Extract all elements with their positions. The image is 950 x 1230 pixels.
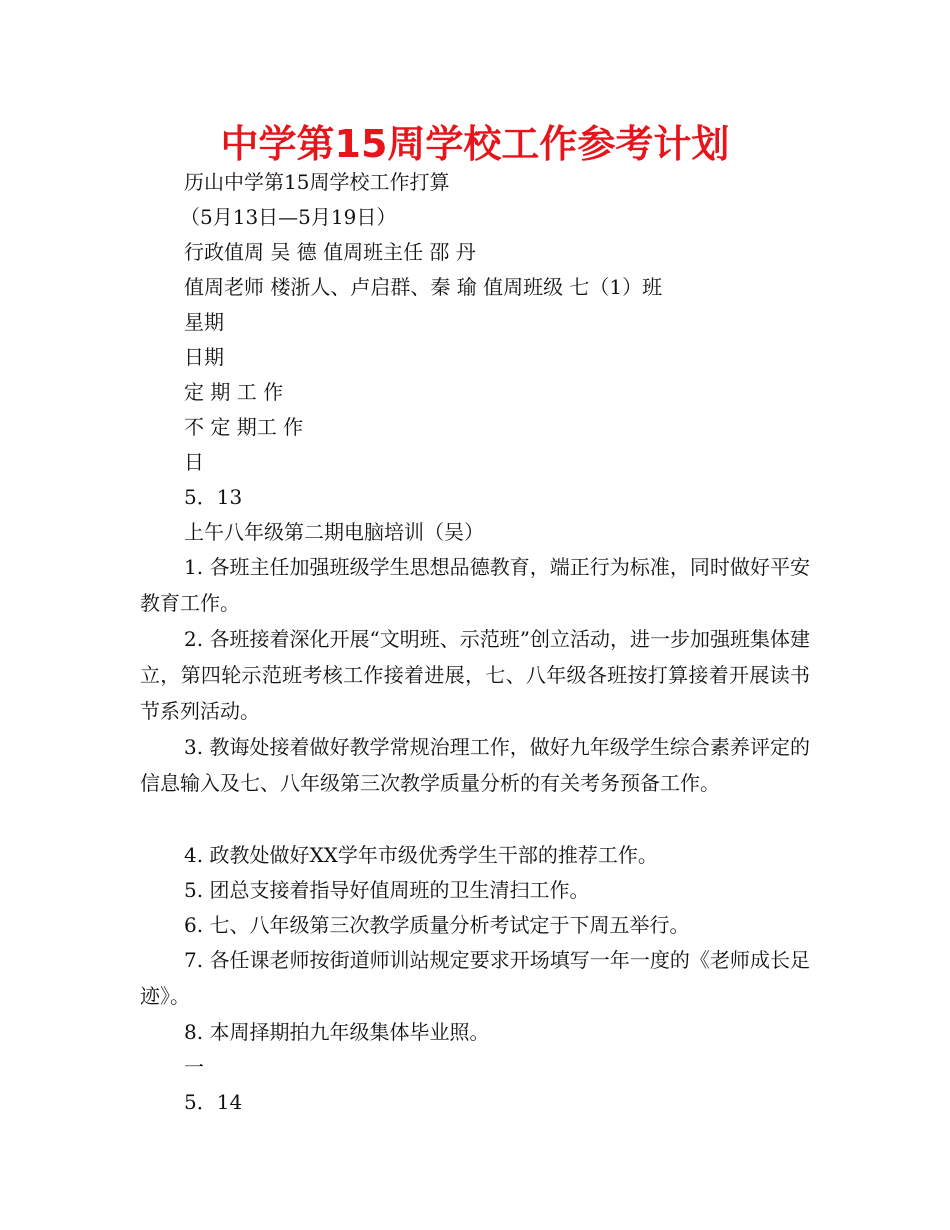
duty-admin-line: 行政值周 吴 德 值周班主任 邵 丹 bbox=[184, 240, 476, 264]
work-item-6: 6. 七、八年级第三次教学质量分析考试定于下周五举行。 bbox=[184, 913, 690, 937]
weekday-header: 星期 bbox=[184, 310, 224, 334]
work-item-1: 1. 各班主任加强班级学生思想品德教育，端正行为标准，同时做好平安教育工作。 bbox=[140, 555, 810, 615]
computer-training-note: 上午八年级第二期电脑培训（吴） bbox=[184, 520, 484, 544]
weekday-monday: 一 bbox=[184, 1055, 204, 1079]
work-item-8: 8. 本周择期拍九年级集体毕业照。 bbox=[184, 1020, 490, 1044]
school-plan-heading: 历山中学第15周学校工作打算 bbox=[184, 170, 450, 194]
work-item-4: 4. 政教处做好XX学年市级优秀学生干部的推荐工作。 bbox=[184, 843, 658, 867]
date-5-14: 5．14 bbox=[184, 1090, 243, 1114]
date-5-13: 5．13 bbox=[184, 485, 243, 509]
date-header: 日期 bbox=[184, 345, 224, 369]
date-range: （5月13日—5月19日） bbox=[180, 205, 397, 229]
weekday-sunday: 日 bbox=[184, 450, 204, 474]
work-item-7: 7. 各任课老师按街道师训站规定要求开场填写一年一度的《老师成长足迹》。 bbox=[140, 948, 810, 1008]
duty-teachers-line: 值周老师 楼浙人、卢启群、秦 瑜 值周班级 七（1）班 bbox=[184, 275, 663, 299]
regular-work-header: 定 期 工 作 bbox=[184, 380, 284, 404]
work-item-5: 5. 团总支接着指导好值周班的卫生清扫工作。 bbox=[184, 878, 590, 902]
document-title: 中学第15周学校工作参考计划 bbox=[220, 122, 730, 166]
work-item-3: 3. 教诲处接着做好教学常规治理工作，做好九年级学生综合素养评定的信息输入及七、八年级第三次教学质量分析的有关考务预备工作。 bbox=[140, 735, 810, 795]
irregular-work-header: 不 定 期工 作 bbox=[184, 415, 304, 439]
work-item-2: 2. 各班接着深化开展“文明班、示范班”创立活动，进一步加强班集体建立，第四轮示范班考核工作接着进展，七、八年级各班按打算接着开展读书节系列活动。 bbox=[140, 627, 810, 723]
